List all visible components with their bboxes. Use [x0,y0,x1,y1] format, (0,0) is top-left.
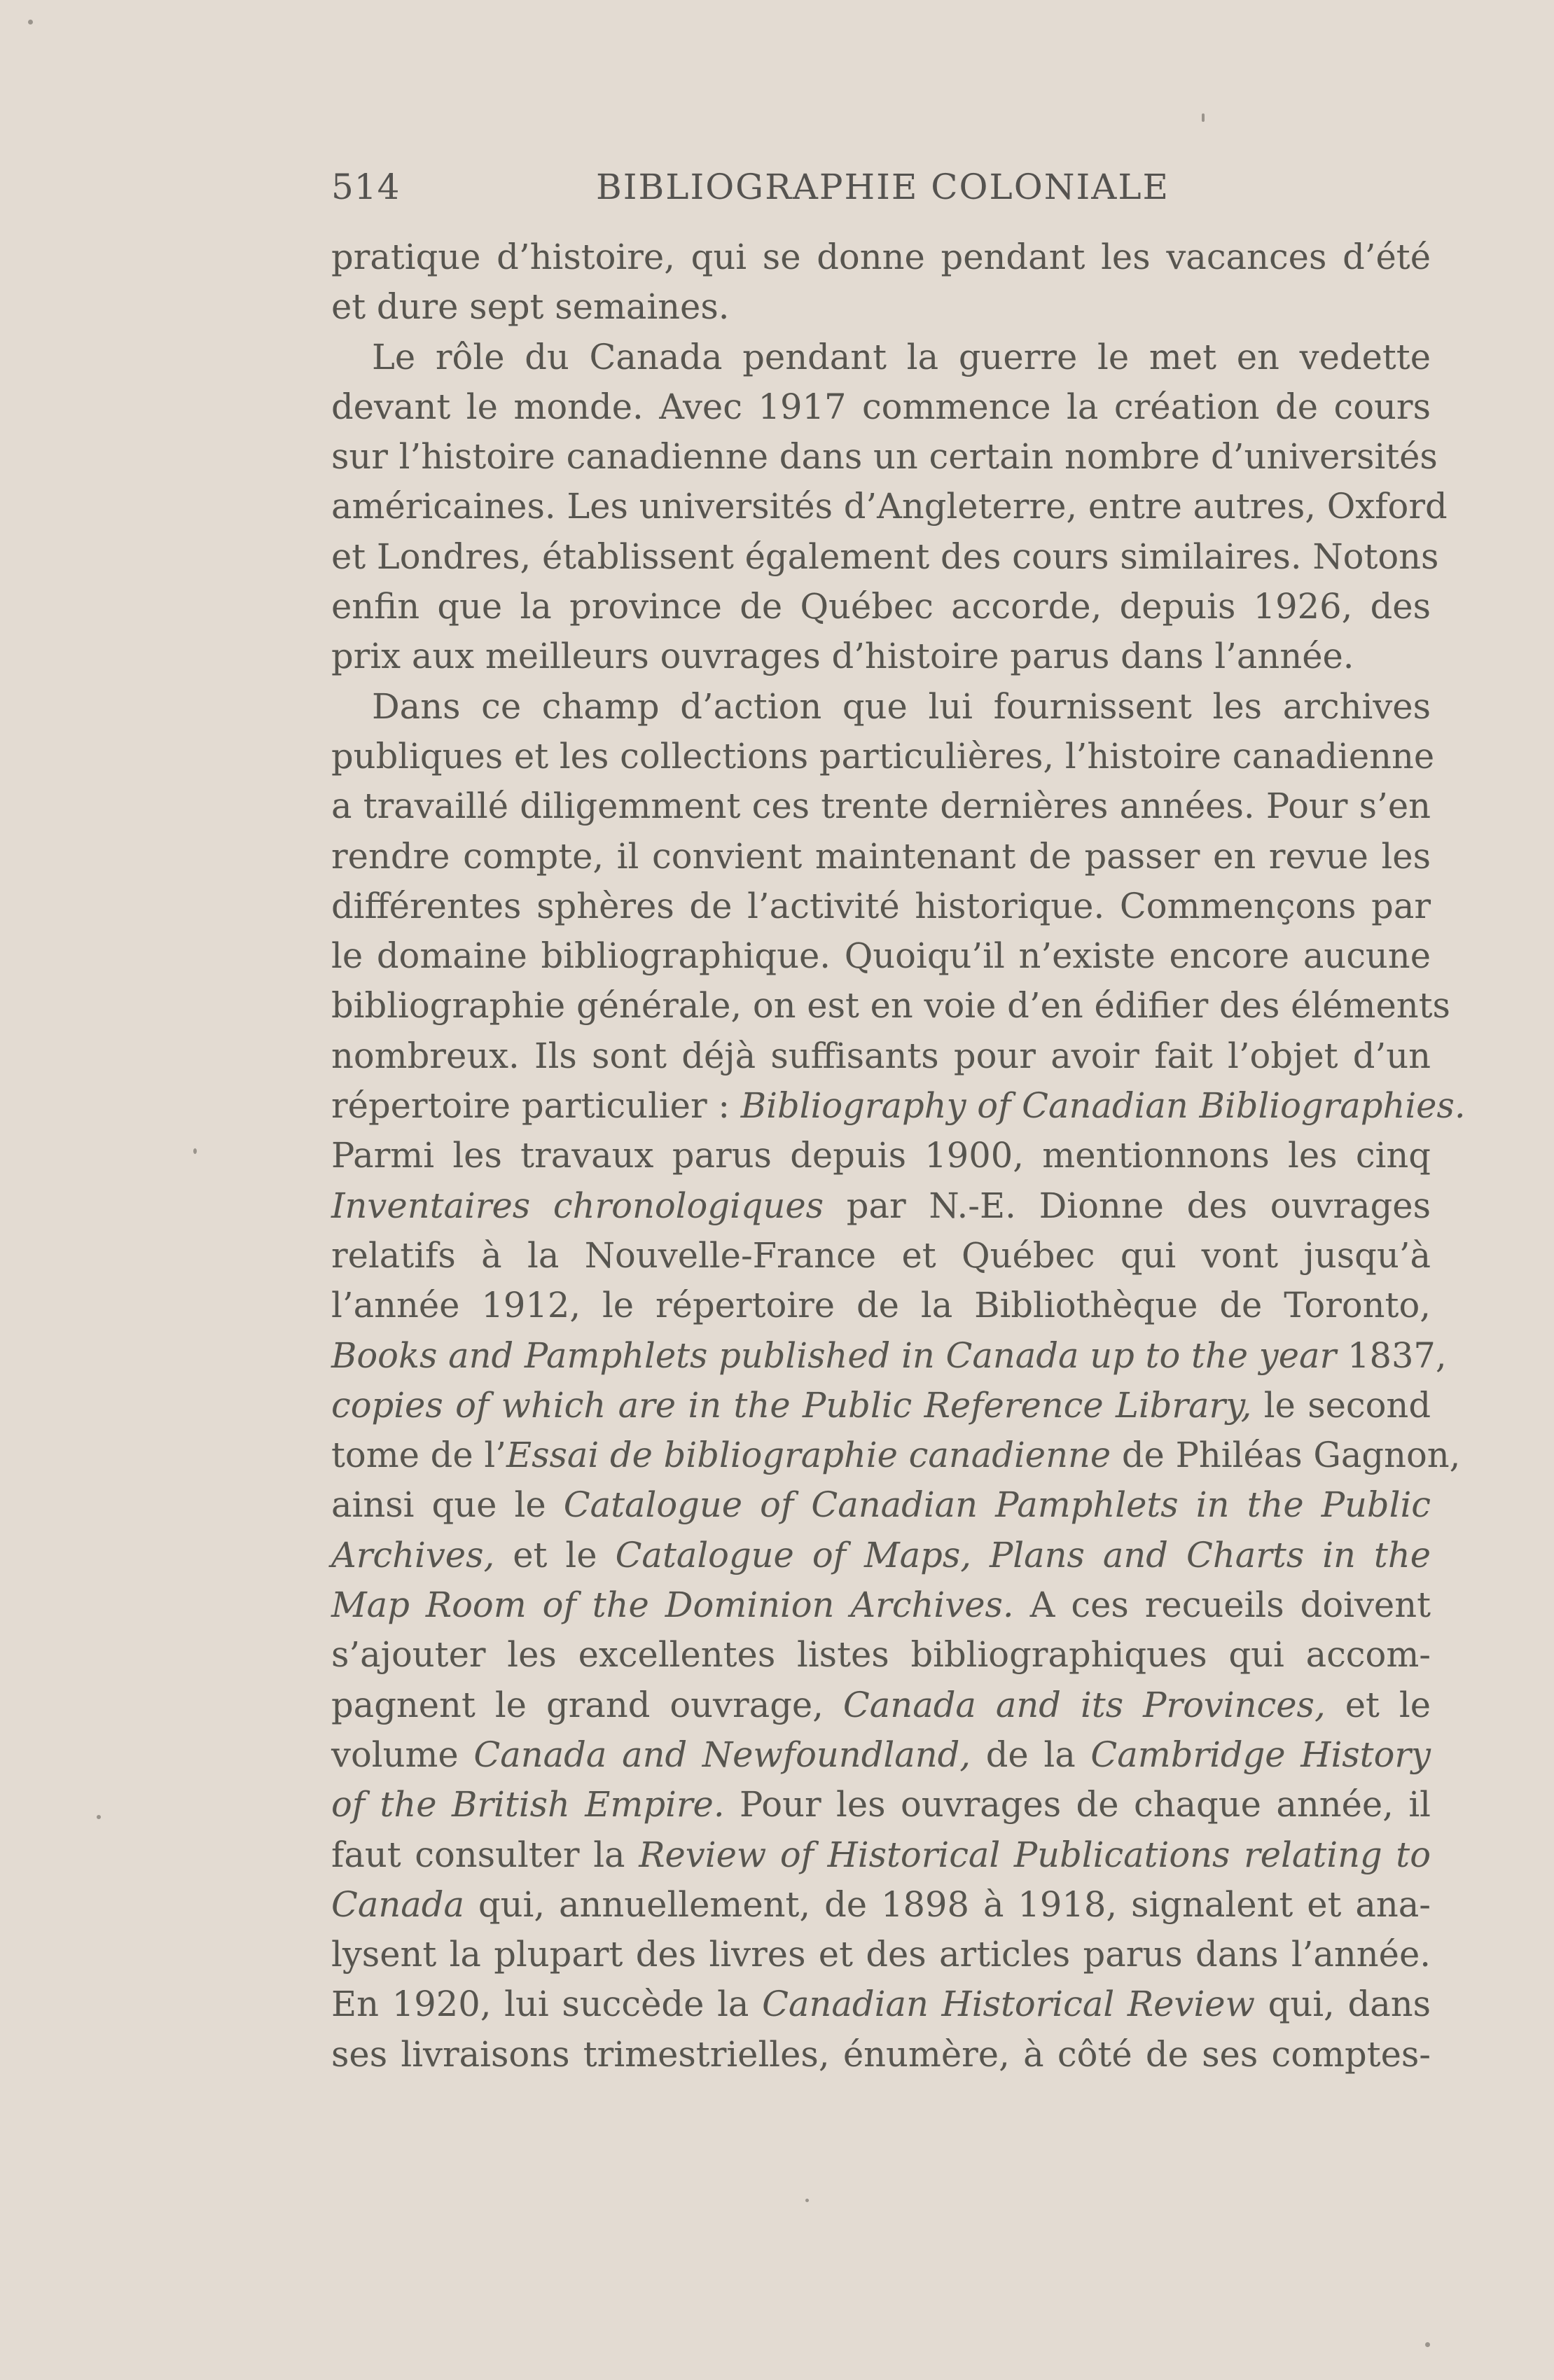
text-line: s’ajouter les excellentes listes bibliographiques qui accom- [331,1634,1431,1676]
text-line: rendre compte, il convient maintenant de passer en revue les [331,835,1431,877]
text-line: publiques et les collections particulières, l’histoire canadienne [331,735,1435,777]
running-title: BIBLIOGRAPHIE COLONIALE [596,167,1170,207]
text-line: ses livraisons trimestrielles, énumère, à côté de ses comptes- [331,2033,1431,2075]
body-text [331,232,1466,2080]
text-line: pagnent le grand ouvrage, Canada and its Provinces, et le [331,1684,1431,1725]
paper-speck [28,20,33,25]
text-line: nombreux. Ils sont déjà suffisants pour avoir fait l’objet d’un [331,1035,1431,1076]
text-line: Books and Pamphlets published in Canada up to the year 1837, [331,1335,1447,1376]
text-line: copies of which are in the Public Reference Library, le second [331,1384,1431,1426]
text-line: américaines. Les universités d’Angleterre, entre autres, Oxford [331,486,1448,527]
text-line: le domaine bibliographique. Quoiqu’il n’existe encore aucune [331,935,1431,977]
text-line: sur l’histoire canadienne dans un certain nombre d’universités [331,436,1438,478]
text-line: En 1920, lui succède la Canadian Historical Review qui, dans [331,1984,1431,2025]
text-line: Dans ce champ d’action que lui fournissent les archives [372,686,1431,727]
page-number: 514 [331,167,401,207]
text-line: Parmi les travaux parus depuis 1900, mentionnons les cinq [331,1135,1431,1176]
text-line: Archives, et le Catalogue of Maps, Plans and Charts in the [331,1534,1431,1575]
paper-speck [97,1815,101,1819]
text-line: enfin que la province de Québec accorde, depuis 1926, des [331,586,1431,627]
text-line: l’année 1912, le répertoire de la Bibliothèque de Toronto, [331,1285,1431,1326]
paper-speck [193,1148,197,1154]
text-line: Canada qui, annuellement, de 1898 à 1918, signalent et ana- [331,1884,1431,1925]
text-line: of the British Empire. Pour les ouvrages de chaque année, il [331,1784,1431,1825]
paper-speck [1202,113,1205,122]
text-line: tome de l’Essai de bibliographie canadienne de Philéas Gagnon, [331,1435,1461,1476]
text-line: Inventaires chronologiques par N.-E. Dionne des ouvrages [331,1185,1431,1226]
paper-speck [1425,2342,1430,2347]
text-line: différentes sphères de l’activité historique. Commençons par [331,885,1431,926]
text-line: volume Canada and Newfoundland, de la Cambridge History [331,1734,1431,1775]
text-line: et Londres, établissent également des cours similaires. Notons [331,536,1439,577]
text-line: relatifs à la Nouvelle-France et Québec qui vont jusqu’à [331,1234,1431,1276]
text-line: et dure sept semaines. [331,286,730,328]
text-line: répertoire particulier : Bibliography of Canadian Bibliographies. [331,1085,1466,1127]
text-line: bibliographie générale, on est en voie d’en édifier des éléments [331,985,1450,1027]
text-line: faut consulter la Review of Historical Publications relating to [331,1834,1431,1875]
text-line: devant le monde. Avec 1917 commence la création de cours [331,386,1431,427]
text-line: Le rôle du Canada pendant la guerre le met en vedette [372,336,1431,377]
page-header [331,167,1431,216]
text-line: prix aux meilleurs ouvrages d’histoire parus dans l’année. [331,636,1354,677]
text-line: a travaillé diligemment ces trente dernières années. Pour s’en [331,786,1431,827]
text-line: Map Room of the Dominion Archives. A ces recueils doivent [331,1585,1431,1626]
text-line: ainsi que le Catalogue of Canadian Pamphlets in the Public [331,1484,1431,1526]
text-line: lysent la plupart des livres et des articles parus dans l’année. [331,1934,1431,1975]
paper-speck [805,2199,809,2202]
text-line: pratique d’histoire, qui se donne pendant les vacances d’été [331,237,1431,277]
